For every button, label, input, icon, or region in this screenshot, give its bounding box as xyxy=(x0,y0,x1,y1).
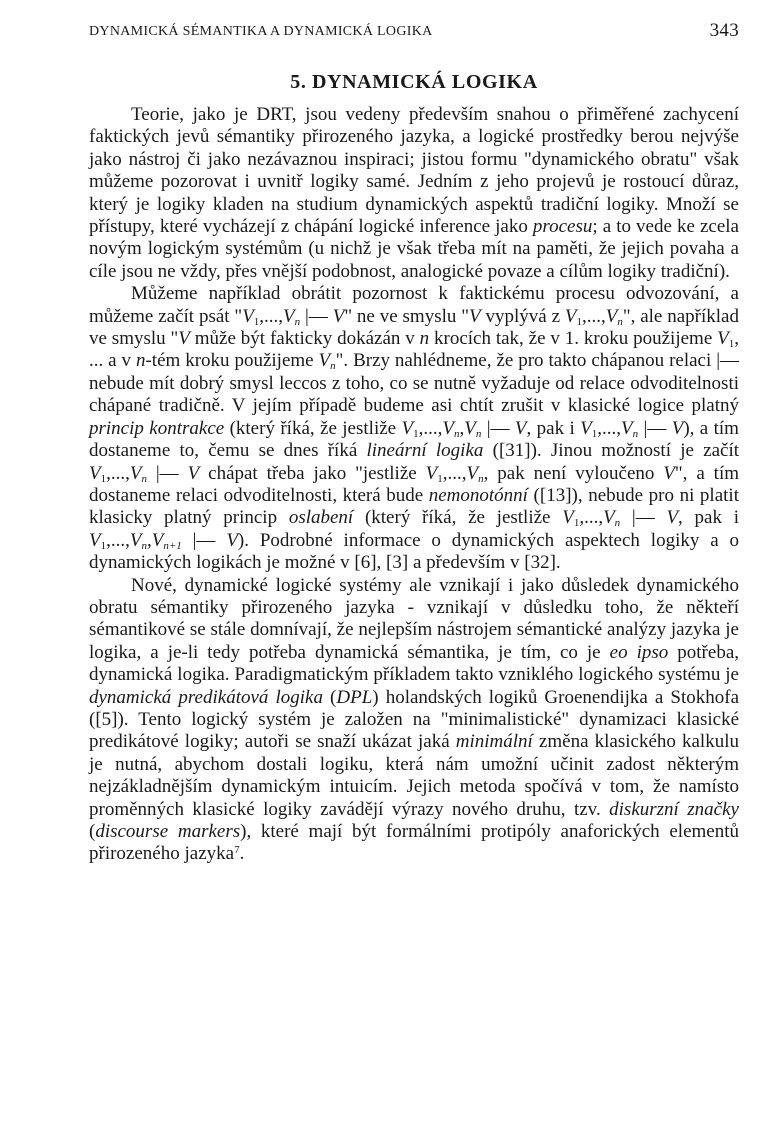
subscript: 1 xyxy=(728,338,735,351)
subscript: 1 xyxy=(413,427,419,440)
text-run: může být fakticky dokázán v xyxy=(189,328,420,350)
text-run: Můžeme například obrátit pozornost k faktickému procesu odvozování, a můžeme začít psát " xyxy=(89,283,739,327)
text-run: vyplývá z xyxy=(480,305,565,327)
italic-run: V xyxy=(242,305,254,327)
italic-run: eo ipso xyxy=(609,641,669,663)
italic-run: V xyxy=(89,462,101,484)
text-run: |— xyxy=(146,462,188,484)
italic-run: n xyxy=(419,328,430,350)
italic-run: V xyxy=(332,305,345,327)
subscript: n xyxy=(330,360,336,373)
italic-run: V xyxy=(564,305,577,327)
text-run: ,..., xyxy=(597,417,622,439)
text-run: " ne ve smyslu " xyxy=(344,305,470,327)
text-run: (který říká, že jestliže xyxy=(224,417,402,439)
text-run: ; a to vede ke zcela novým logickým systémům (u nichž je však třeba mít na paměti, že jejich povaha a cíle jsou ne vždy, přes vnější podobnost, analogické povaze a cílům logiky tradiční). xyxy=(89,216,739,282)
italic-run: V xyxy=(514,417,527,439)
body-text xyxy=(89,104,739,866)
italic-run: princip kontrakce xyxy=(89,417,225,439)
text-run: ,..., xyxy=(579,507,604,529)
subscript: 1 xyxy=(576,315,582,328)
italic-run: V xyxy=(464,417,476,439)
subscript: 1 xyxy=(591,427,598,440)
text-run: ,..., xyxy=(581,305,606,327)
italic-run: dynamická predikátová logika xyxy=(89,686,323,708)
text-run: ". Brzy nahlédneme, že pro takto chápanou relaci |— nebude mít dobrý smysl leccos z toho, co se nutně vyžaduje od relace odvoditelnosti chápané tradičně. V jejím případě budeme asi chtít zrušit v klasické logice platný xyxy=(89,350,740,417)
italic-run: discourse markers xyxy=(95,821,241,842)
text-run: , xyxy=(146,529,152,551)
italic-run: V xyxy=(603,507,615,529)
subscript: n xyxy=(294,315,301,328)
italic-run: V xyxy=(129,529,142,551)
text-run: ), a tím dostaneme to, čemu se dnes říká xyxy=(89,417,739,462)
italic-run: V xyxy=(129,462,142,484)
text-run: ,..., xyxy=(106,529,130,551)
text-run: , ... a v xyxy=(89,328,739,372)
subscript: 1 xyxy=(437,472,443,485)
italic-run: V xyxy=(401,417,414,439)
text-run: |— xyxy=(181,529,227,551)
subscript: 1 xyxy=(100,472,107,485)
italic-run: minimální xyxy=(455,731,533,753)
text-run: ( xyxy=(322,686,337,708)
text-run: ", a tím dostaneme relaci odvoditelnosti, která bude xyxy=(89,462,740,506)
text-run: ([13]), nebude pro ni platit klasicky platný princip xyxy=(89,484,739,529)
text-run: (který říká, že jestliže xyxy=(353,507,563,529)
text-run: , pak i xyxy=(526,417,581,439)
subscript: n+1 xyxy=(163,539,182,552)
italic-run: DPL xyxy=(336,686,373,708)
subscript: n xyxy=(632,427,639,440)
italic-run: V xyxy=(442,417,454,439)
text-run: , pak i xyxy=(678,507,739,529)
page-number: 343 xyxy=(709,20,739,41)
italic-run: V xyxy=(621,417,633,439)
italic-run: n xyxy=(135,350,146,372)
subscript: n xyxy=(478,472,484,485)
italic-run: nemonotónní xyxy=(428,484,528,506)
subscript: 1 xyxy=(253,315,260,328)
text-run: ) holandských logiků Groenendijka a Stokhofa ([5]). Tento logický systém je založen na "minimalistické" dynamizaci klasické predikátové logiky; autoři se snaží ukázat jaká xyxy=(89,686,740,753)
italic-run: V xyxy=(717,328,729,350)
subscript: n xyxy=(141,539,147,552)
italic-run: V xyxy=(663,462,675,484)
italic-run: diskurzní značky xyxy=(609,798,739,820)
italic-run: V xyxy=(605,305,618,327)
text-run: , pak není vyloučeno xyxy=(483,462,664,484)
subscript: n xyxy=(141,472,147,485)
text-run: ", ale například ve smyslu " xyxy=(89,305,739,350)
running-title: DYNAMICKÁ SÉMANTIKA A DYNAMICKÁ LOGIKA xyxy=(89,24,433,39)
text-run: |— xyxy=(300,305,333,327)
italic-run: V xyxy=(283,305,295,327)
text-run: potřeba, dynamická logika. Paradigmatickým příkladem takto vzniklého logického systému je xyxy=(89,641,739,686)
italic-run: V xyxy=(318,350,331,372)
italic-run: oslabení xyxy=(288,507,354,529)
subscript: n xyxy=(475,427,482,440)
text-run: ([31]). Jinou možností je začít xyxy=(483,440,740,462)
italic-run: V xyxy=(469,305,481,327)
italic-run: V xyxy=(466,462,479,484)
text-run: ). Podrobné informace o dynamických aspektech logiky a o dynamických logikách je možné v [6], [3] a především v [32]. xyxy=(89,529,740,574)
running-header xyxy=(89,20,739,44)
text-run: ,..., xyxy=(418,417,443,439)
footnote-ref: 7 xyxy=(234,844,240,857)
italic-run: V xyxy=(562,507,574,529)
text-run: Nové, dynamické logické systémy ale vznikají i jako důsledek dynamického obratu sémantiky přirozeného jazyka - vznikají v důsledku toho, že někteří sémantikové se stále domnívají, že nejlepším nástrojem sémantické analýzy jazyka je logika, a je-li tedy potřeba dynamická sémantika, je tím, co je xyxy=(89,574,739,663)
text-run: změna klasického kalkulu je nutná, abychom dostali logiku, která nám umožní učinit zadost některým nejzákladnějším dynamickým intuicím. Jejich metoda spočívá v tom, že namísto proměnných klasické logiky zavádějí výrazy nového druhu, tzv. xyxy=(89,731,739,820)
subscript: n xyxy=(614,517,621,530)
italic-run: V xyxy=(226,529,238,551)
italic-run: procesu xyxy=(532,216,593,238)
italic-run: V xyxy=(666,507,679,529)
text-run: ,..., xyxy=(442,462,467,484)
chapter-title: 5. DYNAMICKÁ LOGIKA xyxy=(290,71,538,93)
text-run: |— xyxy=(481,417,515,439)
text-run: Teorie, jako je DRT, jsou vedeny především snahou o přiměřené zachycení faktických jevů sémantiky přirozeného jazyka, a logické prostředky berou nejvýše jako nástroj či jako nezávaznou inspiraci; jistou formu "dynamického obratu" však můžeme pozorovat i uvnitř logiky samé. Jedním z jeho projevů je rostoucí důraz, který je logiky kladen na studium dynamických aspektů tradiční logiky. Množí se přístupy, které vycházejí z chápání logické inference jako xyxy=(89,104,739,238)
italic-run: V xyxy=(187,462,200,484)
italic-run: V xyxy=(151,529,164,551)
italic-run: V xyxy=(425,462,438,484)
paragraph xyxy=(89,575,739,866)
paragraph xyxy=(89,104,739,283)
text-run: ), které mají být formálními protipóly anaforických elementů přirozeného jazyka xyxy=(89,821,739,865)
text-run: ( xyxy=(89,821,96,842)
text-run: ,..., xyxy=(106,462,130,484)
subscript: 1 xyxy=(100,539,107,552)
text-run: |— xyxy=(620,507,667,529)
text-run: , xyxy=(459,417,465,439)
subscript: n xyxy=(453,427,460,440)
text-run: ,..., xyxy=(259,305,284,327)
text-run: -tém kroku použijeme xyxy=(145,350,319,372)
italic-run: V xyxy=(178,328,190,350)
paragraph xyxy=(89,283,739,574)
subscript: 1 xyxy=(573,517,580,530)
italic-run: lineární logika xyxy=(366,440,484,462)
text-run: |— xyxy=(638,417,672,439)
italic-run: V xyxy=(580,417,592,439)
text-run: krocích tak, že v 1. kroku použijeme xyxy=(429,328,718,350)
subscript: n xyxy=(617,315,623,328)
italic-run: V xyxy=(89,529,101,551)
text-run: . xyxy=(239,843,245,865)
italic-run: V xyxy=(671,417,684,439)
text-run: chápat třeba jako "jestliže xyxy=(199,462,426,484)
